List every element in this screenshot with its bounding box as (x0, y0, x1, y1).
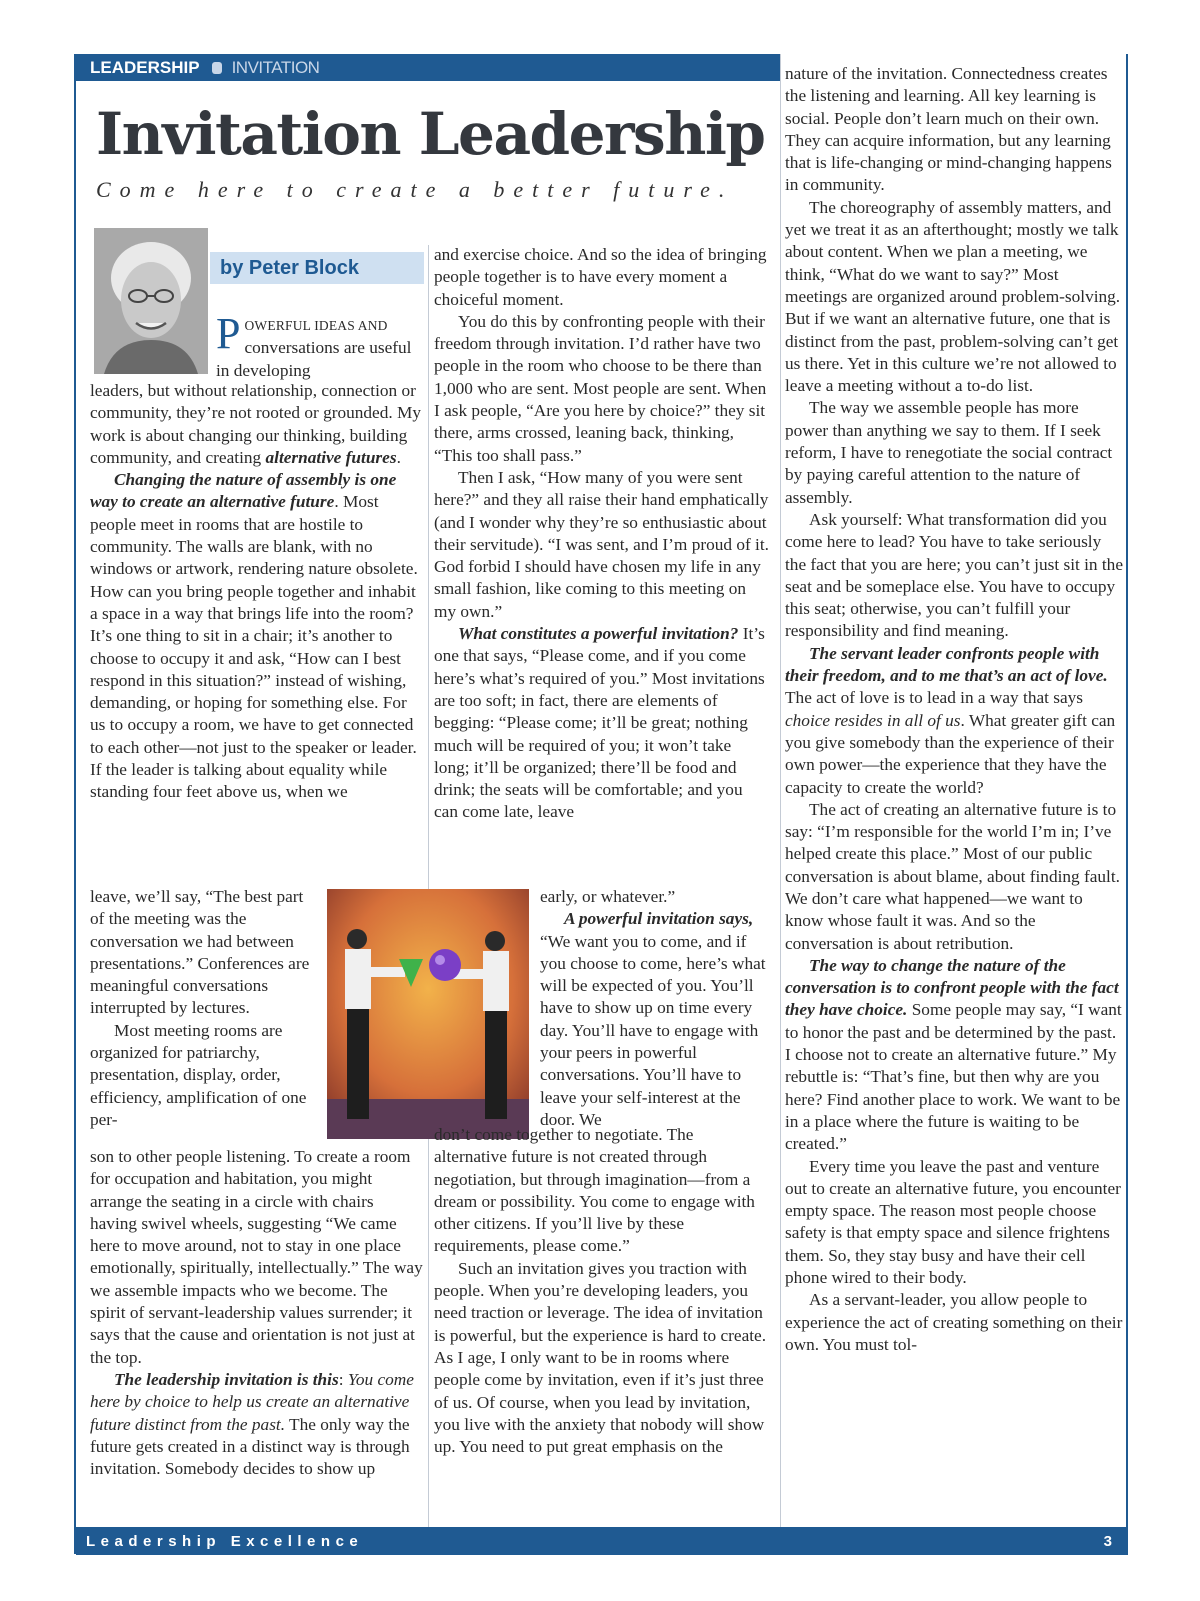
intro-text: conversations are useful in developing (216, 338, 412, 380)
author-name: by Peter Block (220, 256, 359, 279)
byline (210, 252, 424, 284)
column-3 (785, 63, 1123, 1356)
column-1-main (90, 380, 424, 804)
section-label: LEADERSHIP (90, 57, 200, 77)
paragraph: As a servant-leader, you allow people to experience the act of creating something on their own. You must tol- (785, 1290, 1123, 1354)
emphasis: choice resides in all of us (785, 710, 961, 730)
paragraph: Ask yourself: What transformation did you come here to lead? You have to take seriously the fact that you are here; you can’t just sit in the seat and be someplace else. You have to occupy this seat; otherwise, you can’t fulfill your responsibility and find meaning. (785, 509, 1123, 641)
paragraph-text: . Most people meet in rooms that are hostile to community. The walls are blank, with no windows or artwork, rendering nature obsolete. How can you bring people together and inhabit a space in a way that brings life into the room? It’s one thing to sit in a chair; it’s another to choose to occupy it and ask, “How can I best respond in this situation?” instead of wishing, demanding, or hoping for something else. For us to occupy a room, we have to get connected to each other—not just to the speaker or leader. If the leader is talking about equality while standing four feet above us, when we (90, 492, 418, 802)
punctuation: . (396, 447, 401, 467)
page-number: 3 (1103, 1532, 1112, 1550)
paragraph-lead: A powerful invitation says, (564, 909, 754, 929)
paragraph-text: The only way the future gets created in a distinct way is through invitation. Somebody decides to show up (90, 1414, 410, 1479)
paragraph (785, 955, 1123, 1156)
paragraph-text: . What greater gift can you give somebody than the experience of their own power—the experience that they have the capacity to create the world? (785, 710, 1116, 797)
paragraph (434, 623, 770, 824)
paragraph: Then I ask, “How many of you were sent here?” and they all raise their hand emphatically (and I wonder why they’re so enthusiastic about their servitude). “I was sent, and I’m proud of it. God forbid I should have chosen my life in any small fashion, like coming to this meeting on my own.” (434, 467, 769, 621)
paragraph: son to other people listening. To create a room for occupation and habitation, you might arrange the seating in a circle with chairs having swivel wheels, suggesting “We came here to move around, not to stay in one place emotionally, spiritually, intellectually.” The way we assemble impacts who we become. The spirit of servant-leadership values surrender; it says that the cause and orientation is not just at the top. (90, 1147, 423, 1367)
emphasis: alternative futures (265, 447, 397, 467)
paragraph-text: Some people may say, “I want to honor the past and be determined by the past. I choose not to create an alternative future.” My rebuttle is: “That’s fine, but then why are you here? Find another place to work. We want to be in a place where the future is waiting to be created.” (785, 1000, 1122, 1154)
publication-name: Leadership Excellence (86, 1532, 364, 1550)
author-portrait (94, 228, 208, 374)
paragraph: You do this by confronting people with their freedom through invitation. I’d rather have two people in the room who choose to be there than 1,000 who are sent. Most people are sent. When I ask people, “Are you here by choice?” they sit there, arms crossed, leaning back, thinking, “This too shall pass.” (434, 311, 767, 465)
column-rule (428, 245, 429, 1527)
column-2-bottom (434, 1124, 770, 1458)
paragraph: The act of creating an alternative future is to say: “I’m responsible for the world I’m in; I’ve helped create this place.” Most of our public conversation is about blame, about finding fault. We don’t care what happened—we want to know whose fault it was. And so the conversation is about retribution. (785, 799, 1120, 953)
paragraph: The choreography of assembly matters, and yet we treat it as an afterthought; mostly we talk about content. When we plan a meeting, we think, “What do we want to say?” Most meetings are organized around problem-solving. But if we want an alternative future, one that is distinct from the past, problem-solving can’t get us there. Yet in this culture we’re not allowed to leave a meeting without a to-do list. (785, 197, 1121, 396)
section-header (74, 54, 780, 81)
column-2-narrow (540, 886, 772, 1131)
paragraph-lead: What constitutes a powerful invitation? (458, 624, 739, 644)
column-1-bottom (90, 1146, 424, 1480)
article-deck: Come here to create a better future. (96, 177, 734, 202)
column-1-narrow (90, 886, 320, 1131)
article-title: Invitation Leadership (96, 100, 765, 168)
paragraph: don’t come together to negotiate. The alternative future is not created through negotiation, but through imagination—from a dream or possibility. You come to engage with other citizens. If you’ll live by these requirements, please come.” (434, 1125, 755, 1256)
article-illustration (327, 889, 529, 1139)
paragraph: leave, we’ll say, “The best part of the meeting was the conversation we had between presentations.” Conferences are meaningful conversations interrupted by lectures. (90, 887, 310, 1018)
intro-paragraph-top (216, 309, 424, 382)
paragraph (785, 643, 1123, 799)
paragraph: nature of the invitation. Connectedness creates the listening and learning. All key learning is social. People don’t learn much on their own. They can acquire information, but any learning that is life-changing or mind-changing happens in community. (785, 64, 1112, 195)
paragraph (90, 469, 424, 803)
paragraph-text: “We want you to come, and if you choose to come, here’s what will be expected of you. You’ll have to show up on time every day. You’ll have to engage with your peers in powerful conversations. You’ll have to leave your self-interest at the door. We (540, 931, 766, 1129)
paragraph: Such an invitation gives you traction with people. When you’re developing leaders, you need traction or leverage. The idea of invitation is powerful, but the experience is hard to create. As I age, I only want to be in rooms where people come by invitation, even if it’s just three of us. Of course, when you lead by invitation, you live with the anxiety that nobody will show up. You need to put great emphasis on the (434, 1258, 767, 1457)
column-rule (780, 54, 781, 1527)
punctuation: : (338, 1369, 344, 1389)
paragraph-lead: The servant leader confronts people with their freedom, and to me that’s an act of love. (785, 643, 1108, 686)
italic-quote: You come here by choice to help us create an alternative future distinct from the past. (90, 1369, 414, 1434)
paragraph (90, 1369, 424, 1480)
paragraph (540, 908, 772, 1131)
paragraph-text: It’s one that says, “Please come, and if you come here’s what’s required of you.” Most invitations are too soft; in fact, there are elements of begging: “Please come; it’ll be great; nothing much will be required of you; it won’t take long; it’ll be organized; there’ll be food and drink; the seats will be comfortable; and you can come late, leave (434, 624, 765, 822)
page-footer (76, 1527, 1128, 1555)
paragraph: Most meeting rooms are organized for patriarchy, presentation, display, order, efficiency, amplification of one per- (90, 1020, 307, 1129)
paragraph (90, 380, 424, 469)
paragraph-lead: Changing the nature of assembly is one way to create an alternative future (90, 470, 397, 512)
intro-text: leaders, but without relationship, connection or community, they’re not rooted or grounded. My work is about changing our thinking, building community, and creating (90, 381, 421, 467)
square-bullet-icon (212, 62, 222, 74)
paragraph: early, or whatever.” (540, 887, 676, 906)
drop-cap: P (216, 309, 241, 358)
paragraph-lead: The way to change the nature of the conversation is to confront people with the fact they have choice. (785, 955, 1119, 1020)
subsection-label: INVITATION (231, 57, 320, 77)
paragraph: Every time you leave the past and venture out to create an alternative future, you encounter empty space. The reason most people choose safety is that empty space and silence frightens them. So, they stay busy and have their cell phone wired to their body. (785, 1156, 1121, 1288)
paragraph-lead: The leadership invitation is this (114, 1369, 339, 1389)
paragraph: The way we assemble people has more power than anything we say to them. If I seek reform, I have to renegotiate the social contract by paying careful attention to the nature of assembly. (785, 398, 1113, 507)
paragraph-text: The act of love is to lead in a way that says (785, 688, 1084, 708)
intro-smallcaps: OWERFUL IDEAS AND (244, 318, 388, 333)
column-2-main (434, 244, 770, 824)
paragraph: and exercise choice. And so the idea of bringing people together is to have every moment a choiceful moment. (434, 245, 767, 309)
